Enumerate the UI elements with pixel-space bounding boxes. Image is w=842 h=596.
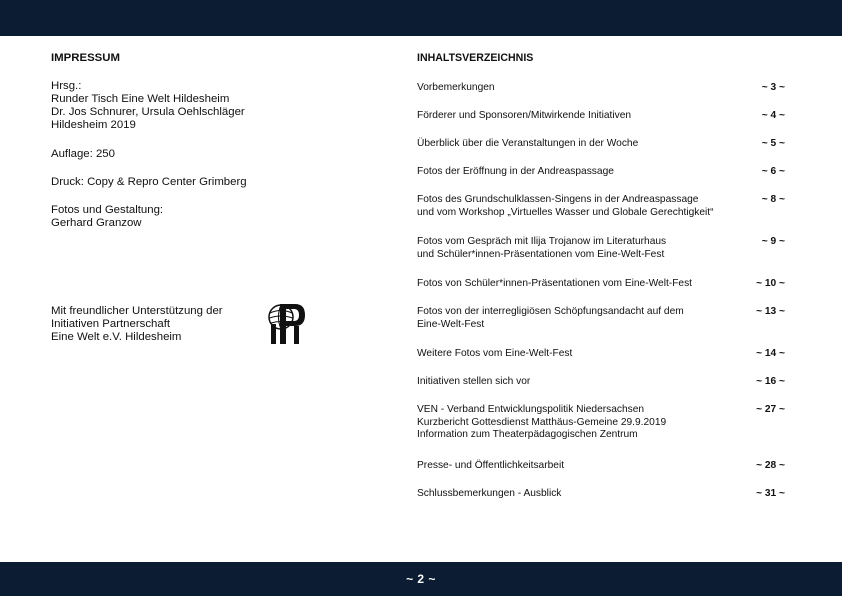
- toc-entry-page: ~ 9 ~: [761, 236, 785, 247]
- toc-entry-text: Information zum Theaterpädagogischen Zentrum: [417, 429, 638, 440]
- toc-entry-text: Presse- und Öffentlichkeitsarbeit: [417, 460, 565, 471]
- publisher-line: Runder Tisch Eine Welt Hildesheim: [51, 93, 230, 105]
- impressum-title: IMPRESSUM: [51, 52, 120, 64]
- toc-entry-page: ~ 6 ~: [761, 166, 785, 177]
- support-note: [51, 305, 266, 344]
- toc-entry-text: und Schüler*innen-Präsentationen vom Eine-Welt-Fest: [417, 248, 665, 260]
- design-line: Gerhard Granzow: [51, 217, 142, 229]
- support-line: Initiativen Partnerschaft: [51, 318, 171, 330]
- toc-entry-text: VEN - Verband Entwicklungspolitik Niedersachsen: [417, 404, 645, 415]
- toc-entry-page: ~ 28 ~: [756, 460, 785, 471]
- toc-title: INHALTSVERZEICHNIS: [417, 52, 534, 64]
- ip-logo-icon: [267, 302, 307, 346]
- toc-entry-page: ~ 8 ~: [761, 194, 785, 205]
- toc-entry-text: Kurzbericht Gottesdienst Matthäus-Gemeine 29.9.2019: [417, 416, 667, 428]
- top-banner: [0, 0, 842, 36]
- toc-entry-text: Fotos von Schüler*innen-Präsentationen vom Eine-Welt-Fest: [417, 278, 693, 289]
- support-line: Mit freundlicher Unterstützung der: [51, 305, 223, 317]
- publisher-line: Hildesheim 2019: [51, 119, 136, 131]
- bottom-banner: [0, 562, 842, 596]
- toc-entry-text: Vorbemerkungen: [417, 82, 495, 93]
- toc-entry-text: und vom Workshop „Virtuelles Wasser und Globale Gerechtigkeit“: [417, 206, 714, 218]
- toc-entry-text: Fotos vom Gespräch mit Ilija Trojanow im Literaturhaus: [417, 236, 667, 247]
- toc-entry-text: Förderer und Sponsoren/Mitwirkende Initiativen: [417, 110, 632, 121]
- toc-entry-page: ~ 14 ~: [756, 348, 785, 359]
- toc-entry-page: ~ 27 ~: [756, 404, 785, 415]
- print-text: Druck: Copy & Repro Center Grimberg: [51, 176, 247, 188]
- publisher-line: Dr. Jos Schnurer, Ursula Oehlschläger: [51, 106, 245, 118]
- toc-entry-page: ~ 4 ~: [761, 110, 785, 121]
- design-block: [51, 204, 371, 230]
- toc-entry-page: ~ 16 ~: [756, 376, 785, 387]
- toc-entry-text: Fotos von der interregligiösen Schöpfungsandacht auf dem: [417, 306, 684, 317]
- toc-entry-text: Eine-Welt-Fest: [417, 318, 485, 330]
- toc-entry-text: Überblick über die Veranstaltungen in der Woche: [417, 138, 639, 149]
- toc-entry-page: ~ 3 ~: [761, 82, 785, 93]
- page-number: ~ 2 ~: [406, 572, 436, 586]
- support-line: Eine Welt e.V. Hildesheim: [51, 331, 182, 343]
- publisher-block: [51, 80, 371, 132]
- toc-entry-text: Fotos des Grundschulklassen-Singens in der Andreaspassage: [417, 194, 699, 205]
- toc-entry-page: ~ 5 ~: [761, 138, 785, 149]
- impressum-section: [51, 52, 371, 230]
- toc-entry-text: Fotos der Eröffnung in der Andreaspassage: [417, 166, 614, 177]
- toc-entry-text: Weitere Fotos vom Eine-Welt-Fest: [417, 348, 573, 359]
- toc-entry-page: ~ 10 ~: [756, 278, 785, 289]
- toc-section: [417, 52, 789, 499]
- toc-entry-page: ~ 13 ~: [756, 306, 785, 317]
- toc-entry-text: Schlussbemerkungen - Ausblick: [417, 488, 562, 499]
- design-line: Fotos und Gestaltung:: [51, 204, 164, 216]
- toc-entry-page: ~ 31 ~: [756, 488, 785, 499]
- publisher-line: Hrsg.:: [51, 80, 82, 92]
- toc-entry-text: Initiativen stellen sich vor: [417, 376, 531, 387]
- edition-text: Auflage: 250: [51, 148, 115, 160]
